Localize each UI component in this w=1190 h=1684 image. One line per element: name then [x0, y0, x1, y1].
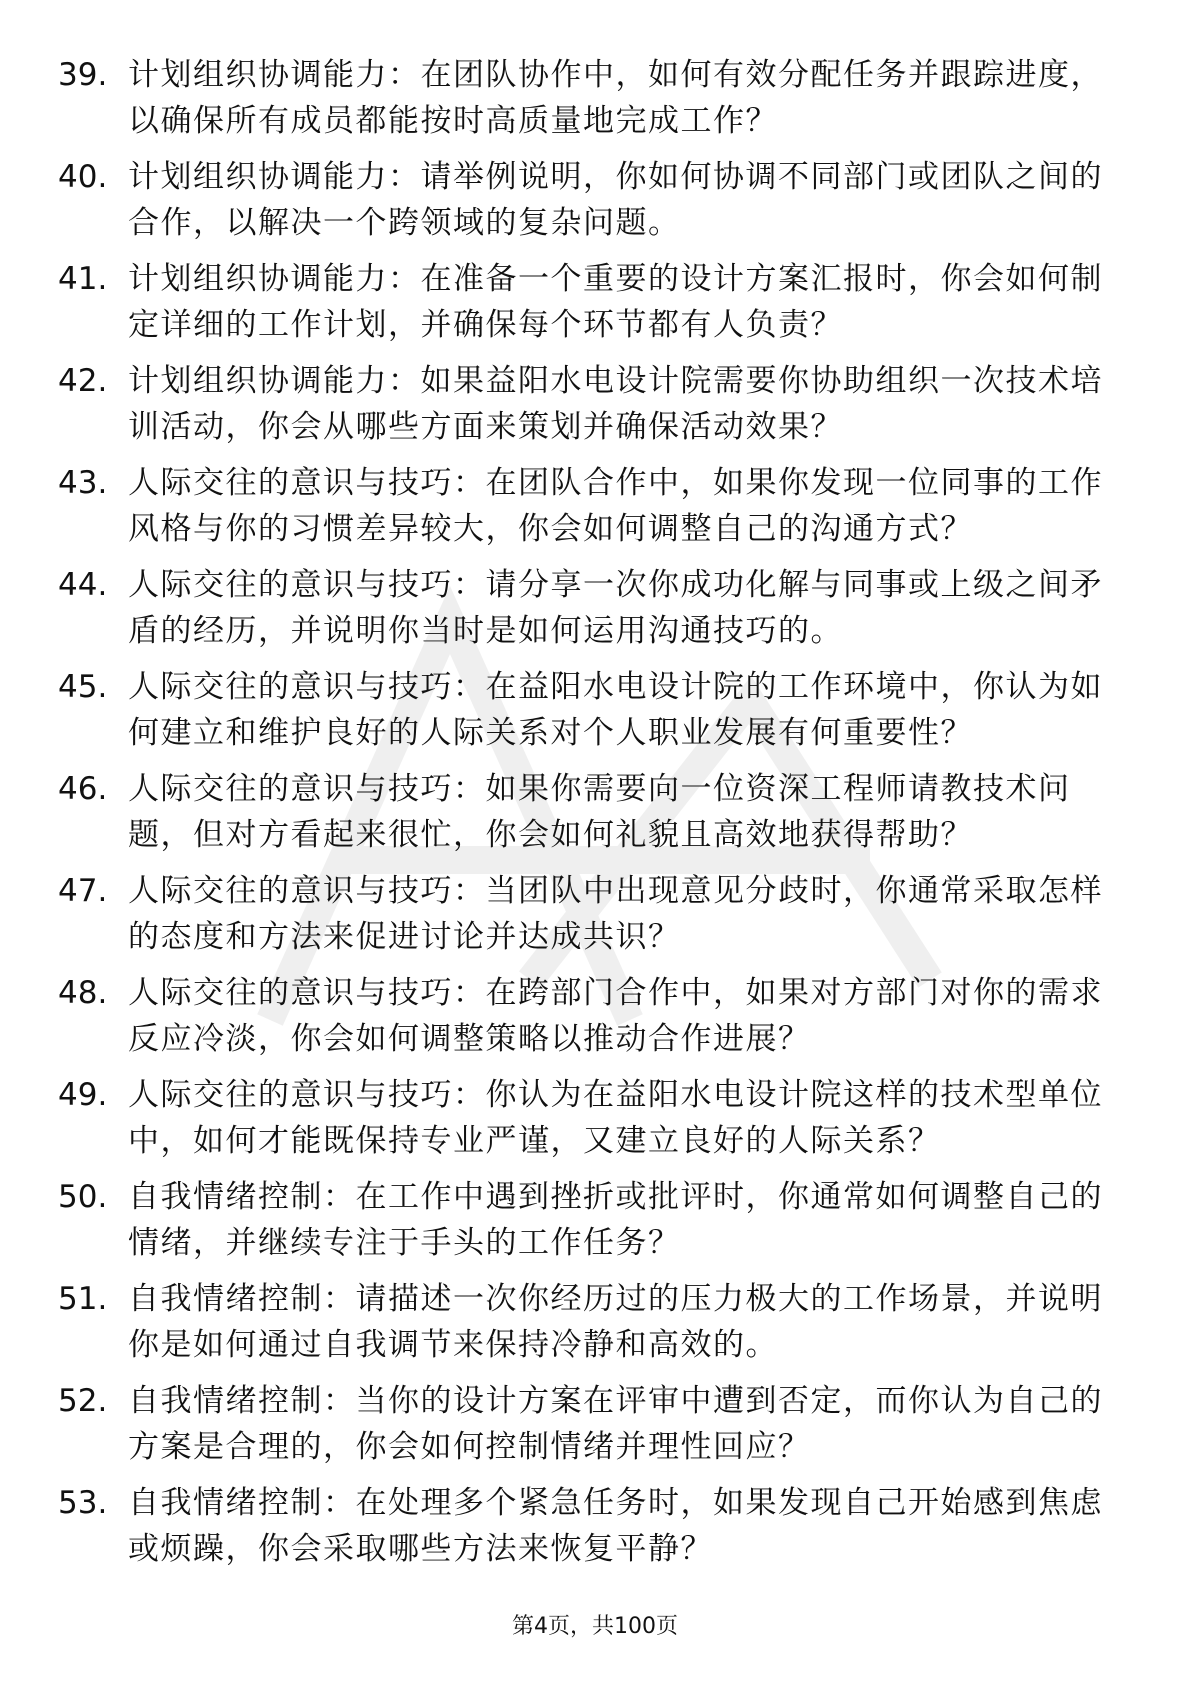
list-item: [58, 460, 1123, 562]
question-number: 42.: [58, 363, 108, 399]
list-item: [58, 970, 1123, 1072]
list-item: [58, 1480, 1123, 1582]
question-number: 50.: [58, 1179, 108, 1215]
question-text: 人际交往的意识与技巧：如果你需要向一位资深工程师请教技术问题，但对方看起来很忙，你会如何礼貌且高效地获得帮助？: [128, 771, 1071, 853]
question-text: 人际交往的意识与技巧：请分享一次你成功化解与同事或上级之间矛盾的经历，并说明你当时是如何运用沟通技巧的。: [128, 567, 1103, 649]
question-text: 人际交往的意识与技巧：在益阳水电设计院的工作环境中，你认为如何建立和维护良好的人际关系对个人职业发展有何重要性？: [128, 669, 1103, 751]
question-text: 计划组织协调能力：在准备一个重要的设计方案汇报时，你会如何制定详细的工作计划，并确保每个环节都有人负责？: [128, 261, 1103, 343]
question-number: 45.: [58, 669, 108, 705]
question-number: 48.: [58, 975, 108, 1011]
list-item: [58, 664, 1123, 766]
question-text: 自我情绪控制：在处理多个紧急任务时，如果发现自己开始感到焦虑或烦躁，你会采取哪些方法来恢复平静？: [128, 1485, 1103, 1567]
question-list: [58, 52, 1123, 1582]
list-item: [58, 562, 1123, 664]
question-text: 自我情绪控制：在工作中遇到挫折或批评时，你通常如何调整自己的情绪，并继续专注于手头的工作任务？: [128, 1179, 1103, 1261]
question-text: 自我情绪控制：当你的设计方案在评审中遭到否定，而你认为自己的方案是合理的，你会如何控制情绪并理性回应？: [128, 1383, 1103, 1465]
question-text: 人际交往的意识与技巧：当团队中出现意见分歧时，你通常采取怎样的态度和方法来促进讨论并达成共识？: [128, 873, 1103, 955]
question-text: 计划组织协调能力：在团队协作中，如何有效分配任务并跟踪进度，以确保所有成员都能按时高质量地完成工作？: [128, 57, 1103, 139]
page-footer: 第4页，共100页: [512, 1614, 678, 1639]
list-item: [58, 154, 1123, 256]
question-number: 47.: [58, 873, 108, 909]
list-item: [58, 1072, 1123, 1174]
question-number: 52.: [58, 1383, 108, 1419]
list-item: [58, 256, 1123, 358]
question-number: 39.: [58, 57, 108, 93]
list-item: [58, 868, 1123, 970]
list-item: [58, 358, 1123, 460]
question-text: 人际交往的意识与技巧：在跨部门合作中，如果对方部门对你的需求反应冷淡，你会如何调整策略以推动合作进展？: [128, 975, 1103, 1057]
list-item: [58, 1276, 1123, 1378]
question-number: 51.: [58, 1281, 108, 1317]
question-text: 计划组织协调能力：请举例说明，你如何协调不同部门或团队之间的合作，以解决一个跨领域的复杂问题。: [128, 159, 1103, 241]
list-item: [58, 1174, 1123, 1276]
question-number: 40.: [58, 159, 108, 195]
question-number: 43.: [58, 465, 108, 501]
question-number: 46.: [58, 771, 108, 807]
question-text: 计划组织协调能力：如果益阳水电设计院需要你协助组织一次技术培训活动，你会从哪些方面来策划并确保活动效果？: [128, 363, 1103, 445]
question-text: 人际交往的意识与技巧：你认为在益阳水电设计院这样的技术型单位中，如何才能既保持专业严谨，又建立良好的人际关系？: [128, 1077, 1103, 1159]
question-number: 44.: [58, 567, 108, 603]
question-number: 41.: [58, 261, 108, 297]
question-number: 53.: [58, 1485, 108, 1521]
list-item: [58, 766, 1123, 868]
list-item: [58, 52, 1123, 154]
question-text: 人际交往的意识与技巧：在团队合作中，如果你发现一位同事的工作风格与你的习惯差异较大，你会如何调整自己的沟通方式？: [128, 465, 1103, 547]
question-text: 自我情绪控制：请描述一次你经历过的压力极大的工作场景，并说明你是如何通过自我调节来保持冷静和高效的。: [128, 1281, 1103, 1363]
list-item: [58, 1378, 1123, 1480]
question-number: 49.: [58, 1077, 108, 1113]
